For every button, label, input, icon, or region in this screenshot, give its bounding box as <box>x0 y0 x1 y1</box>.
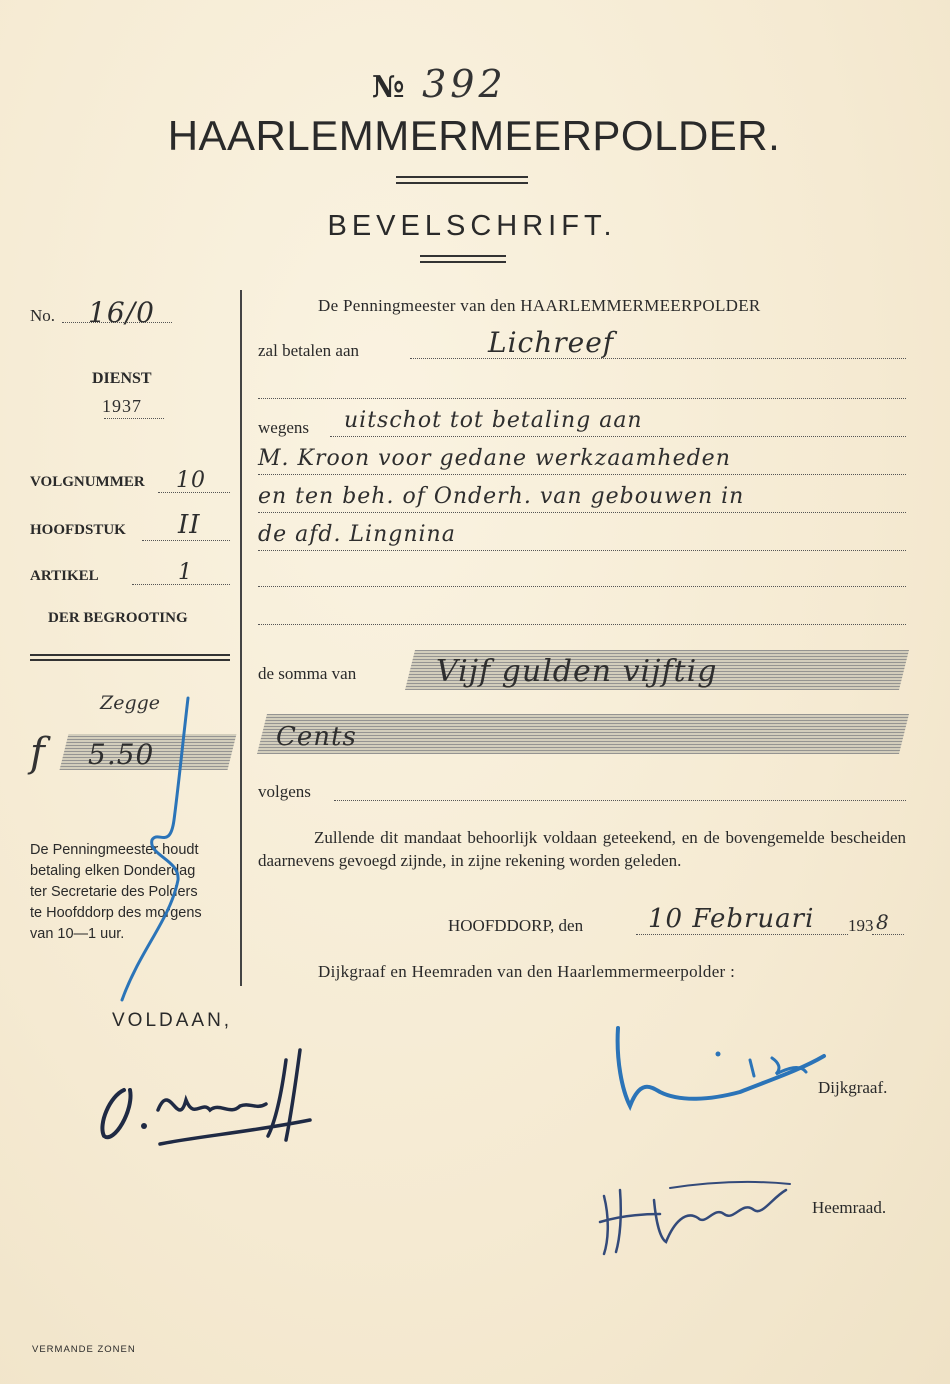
begrooting-label: DER BEGROOTING <box>48 610 188 626</box>
volgens-line <box>334 800 906 801</box>
page-title: HAARLEMMERMEERPOLDER. <box>167 112 781 159</box>
cents-value: Cents <box>276 722 357 752</box>
hoofdstuk-value: II <box>178 510 201 540</box>
currency-symbol: f <box>30 730 45 776</box>
heemraad-label: Heemraad. <box>812 1198 887 1217</box>
payee-line-2 <box>258 398 906 399</box>
hoofdstuk-line <box>142 540 230 541</box>
printer-imprint: VERMANDE ZONEN <box>32 1344 136 1355</box>
date-line <box>636 934 848 935</box>
payee-value: Lichreef <box>488 326 615 359</box>
notice-line: betaling elken Donderdag <box>30 863 196 879</box>
artikel-label: ARTIKEL <box>30 568 99 584</box>
date-value: 10 Februari <box>648 904 815 934</box>
reason-text-2: M. Kroon voor gedane werkzaamheden <box>258 446 731 471</box>
title-divider-top <box>396 176 528 178</box>
artikel-value: 1 <box>178 560 193 585</box>
voldaan-signature <box>90 1040 320 1150</box>
reason-line-2 <box>258 474 906 475</box>
document-number <box>372 62 507 106</box>
notice-line: te Hoofddorp des morgens <box>30 905 202 921</box>
voldaan-label: VOLDAAN, <box>112 1010 233 1031</box>
reason-text-4: de afd. Lingnina <box>258 522 456 547</box>
reason-line-5 <box>258 586 906 587</box>
title-divider-bottom <box>396 182 528 184</box>
volgnummer-label: VOLGNUMMER <box>30 474 145 490</box>
heemraad-signature <box>590 1170 800 1260</box>
year-suffix: 8 <box>876 910 890 934</box>
reason-line-4 <box>258 550 906 551</box>
number-value: 392 <box>422 62 507 106</box>
dienst-line <box>104 418 164 419</box>
volgnummer-value: 10 <box>176 468 206 493</box>
year-prefix: 193 <box>848 916 874 935</box>
notice-line: van 10—1 uur. <box>30 926 125 942</box>
left-divider-top <box>30 654 230 656</box>
page-subtitle: BEVELSCHRIFT. <box>327 210 617 242</box>
reason-text-1: uitschot tot betaling aan <box>344 408 643 433</box>
no-label: No. <box>30 306 56 325</box>
mandate-paragraph: Zullende dit mandaat behoorlijk voldaan geteekend, en de bovengemelde bescheiden daarnevens gevoegd zijnde, in zijne rekening worden geleden. <box>258 828 906 870</box>
betalen-label: zal betalen aan <box>258 341 359 360</box>
reason-line-1 <box>330 436 906 437</box>
dienst-label: DIENST <box>92 370 152 387</box>
reason-line-3 <box>258 512 906 513</box>
board-line: Dijkgraaf en Heemraden van den Haarlemmermeerpolder : <box>318 962 736 981</box>
column-separator <box>240 290 242 986</box>
number-prefix: № <box>372 70 405 105</box>
subtitle-divider-bottom <box>420 261 506 263</box>
no-value: 16/0 <box>88 296 155 329</box>
zegge-label: Zegge <box>100 692 161 714</box>
notice-line: De Penningmeester houdt <box>30 842 199 858</box>
dijkgraaf-signature <box>600 1020 830 1120</box>
year-line <box>872 934 904 935</box>
somma-value: Vijf gulden vijftig <box>436 654 718 689</box>
volgens-label: volgens <box>258 782 311 801</box>
hoofdstuk-label: HOOFDSTUK <box>30 522 126 538</box>
intro-line: De Penningmeester van den HAARLEMMERMEERPOLDER <box>318 296 761 315</box>
place-label: HOOFDDORP, den <box>448 916 584 935</box>
wegens-label: wegens <box>258 418 309 437</box>
reason-text-3: en ten beh. of Onderh. van gebouwen in <box>258 484 745 509</box>
dienst-year: 1937 <box>102 396 142 416</box>
notice-line: ter Secretarie des Polders <box>30 884 198 900</box>
blue-ink-stroke <box>100 690 220 1010</box>
amount-value: 5.50 <box>88 738 155 771</box>
reason-line-6 <box>258 624 906 625</box>
subtitle-divider-top <box>420 255 506 257</box>
left-divider-bottom <box>30 659 230 661</box>
somma-label: de somma van <box>258 664 357 683</box>
payee-line <box>410 358 906 359</box>
dijkgraaf-label: Dijkgraaf. <box>818 1078 888 1097</box>
